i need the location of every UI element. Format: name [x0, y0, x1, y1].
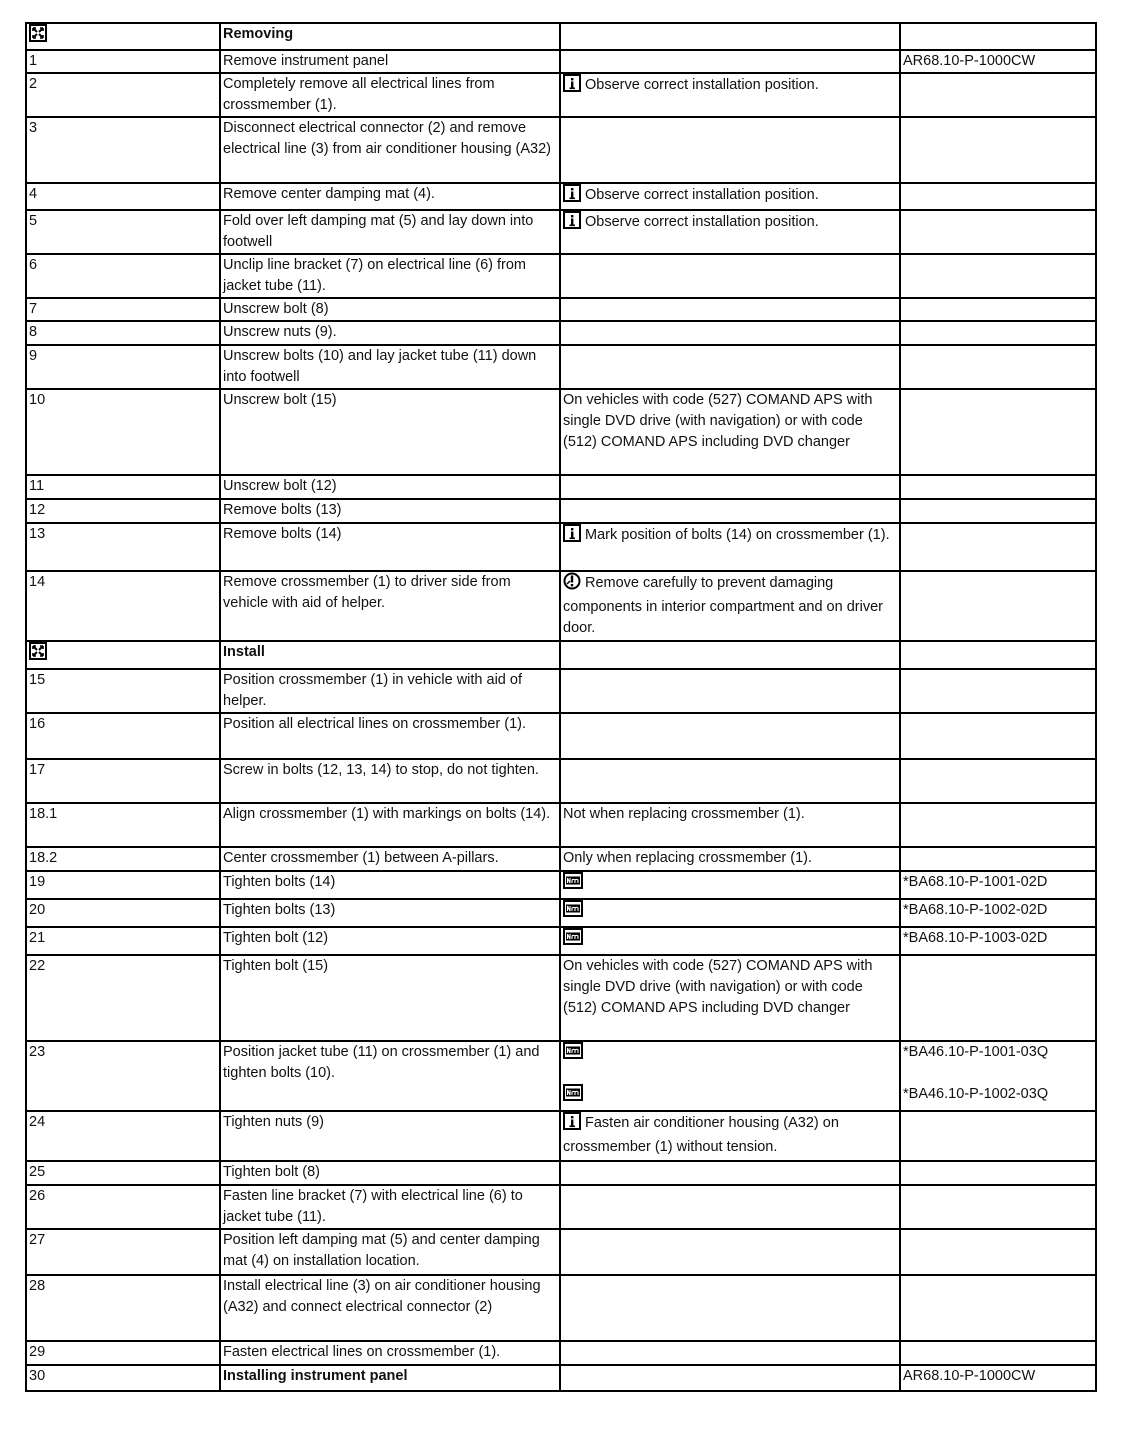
reference-cell [900, 499, 1096, 523]
step-action: Tighten bolt (8) [220, 1161, 560, 1185]
reference-link[interactable]: AR68.10-P-1000CW [903, 53, 1036, 69]
reference-cell [900, 389, 1096, 475]
step-action: Fold over left damping mat (5) and lay down into footwell [220, 210, 560, 254]
step-action: Remove bolts (13) [220, 499, 560, 523]
step-action: Install electrical line (3) on air conditioner housing (A32) and connect electrical connector (2) [220, 1275, 560, 1341]
reference-cell [900, 1161, 1096, 1185]
reference-cell [900, 669, 1096, 713]
note-text: Remove carefully to prevent damaging components in interior compartment and on driver door. [563, 575, 883, 636]
step-action: Fasten line bracket (7) with electrical line (6) to jacket tube (11). [220, 1185, 560, 1229]
step-note [560, 669, 900, 713]
step-number: 9 [26, 345, 220, 389]
table-row [26, 871, 1096, 899]
step-number: 18.2 [26, 847, 220, 871]
reference-cell [900, 523, 1096, 571]
step-number: 30 [26, 1365, 220, 1391]
table-row [26, 1185, 1096, 1229]
step-note [560, 117, 900, 183]
step-action: Installing instrument panel [220, 1365, 560, 1391]
table-row [26, 759, 1096, 803]
reference-cell [900, 955, 1096, 1041]
step-number: 21 [26, 927, 220, 955]
reference-link[interactable]: *BA46.10-P-1001-03Q [903, 1044, 1049, 1060]
note-text: Observe correct installation position. [585, 214, 819, 230]
table-row [26, 73, 1096, 117]
step-note [560, 899, 900, 927]
table-row [26, 713, 1096, 759]
reference-cell [900, 847, 1096, 871]
reference-cell [900, 1341, 1096, 1365]
step-note [560, 254, 900, 298]
note-text: On vehicles with code (527) COMAND APS with single DVD drive (with navigation) or with code (512) COMAND APS including DVD changer [563, 392, 873, 450]
torque-icon [563, 872, 583, 896]
reference-cell [900, 1041, 1096, 1111]
step-action: Remove crossmember (1) to driver side from vehicle with aid of helper. [220, 571, 560, 641]
step-number: 8 [26, 321, 220, 345]
step-action: Unclip line bracket (7) on electrical line (6) from jacket tube (11). [220, 254, 560, 298]
table-row [26, 927, 1096, 955]
step-number: 14 [26, 571, 220, 641]
step-number: 12 [26, 499, 220, 523]
step-action: Remove bolts (14) [220, 523, 560, 571]
reference-link[interactable]: *BA68.10-P-1001-02D [903, 874, 1048, 890]
step-action: Tighten bolt (12) [220, 927, 560, 955]
step-note [560, 713, 900, 759]
note-text: Observe correct installation position. [585, 77, 819, 93]
step-action: Disconnect electrical connector (2) and remove electrical line (3) from air conditioner housing (A32) [220, 117, 560, 183]
reference-cell [900, 571, 1096, 641]
table-row [26, 117, 1096, 183]
step-note [560, 871, 900, 899]
step-number: 29 [26, 1341, 220, 1365]
remove-section-icon [29, 24, 47, 49]
step-number: 22 [26, 955, 220, 1041]
step-action: Completely remove all electrical lines from crossmember (1). [220, 73, 560, 117]
reference-cell [900, 254, 1096, 298]
info-icon [563, 211, 581, 236]
step-action: Align crossmember (1) with markings on bolts (14). [220, 803, 560, 847]
step-action: Position all electrical lines on crossmember (1). [220, 713, 560, 759]
reference-cell [900, 210, 1096, 254]
procedure-document [25, 22, 1097, 1392]
step-note [560, 571, 900, 641]
reference-cell [900, 899, 1096, 927]
table-row [26, 389, 1096, 475]
step-action: Unscrew bolt (12) [220, 475, 560, 499]
table-row [26, 847, 1096, 871]
info-icon [563, 74, 581, 99]
step-number: 26 [26, 1185, 220, 1229]
reference-cell [900, 345, 1096, 389]
step-number: 23 [26, 1041, 220, 1111]
step-note [560, 1041, 900, 1111]
step-number: 7 [26, 298, 220, 321]
step-number: 19 [26, 871, 220, 899]
step-number: 27 [26, 1229, 220, 1275]
step-note [560, 499, 900, 523]
step-number: 2 [26, 73, 220, 117]
step-note [560, 475, 900, 499]
reference-cell [900, 1111, 1096, 1161]
reference-cell [900, 803, 1096, 847]
step-action: Remove center damping mat (4). [220, 183, 560, 210]
step-action: Tighten bolts (13) [220, 899, 560, 927]
step-action: Unscrew nuts (9). [220, 321, 560, 345]
reference-cell [900, 1365, 1096, 1391]
step-action: Position left damping mat (5) and center damping mat (4) on installation location. [220, 1229, 560, 1275]
step-note [560, 50, 900, 73]
step-number: 25 [26, 1161, 220, 1185]
step-note [560, 1185, 900, 1229]
step-number: 18.1 [26, 803, 220, 847]
reference-cell [900, 871, 1096, 899]
step-action: Remove instrument panel [220, 50, 560, 73]
reference-cell [900, 713, 1096, 759]
table-row [26, 803, 1096, 847]
step-note [560, 389, 900, 475]
step-note [560, 210, 900, 254]
table-row [26, 1341, 1096, 1365]
step-note [560, 345, 900, 389]
step-number: 24 [26, 1111, 220, 1161]
section-header-install [26, 641, 1096, 669]
step-action: Tighten bolts (14) [220, 871, 560, 899]
step-note [560, 927, 900, 955]
reference-link[interactable]: *BA68.10-P-1003-02D [903, 930, 1048, 946]
step-note [560, 955, 900, 1041]
step-note [560, 1341, 900, 1365]
table-row [26, 955, 1096, 1041]
torque-icon [563, 928, 583, 952]
step-note [560, 1111, 900, 1161]
torque-icon [563, 900, 583, 924]
reference-cell [900, 183, 1096, 210]
empty-cell [900, 641, 1096, 669]
table-row [26, 210, 1096, 254]
reference-cell [900, 321, 1096, 345]
reference-cell [900, 1229, 1096, 1275]
reference-cell [900, 298, 1096, 321]
step-note [560, 73, 900, 117]
step-note [560, 321, 900, 345]
step-number: 13 [26, 523, 220, 571]
step-number: 10 [26, 389, 220, 475]
empty-cell [900, 23, 1096, 50]
note-text: Observe correct installation position. [585, 187, 819, 203]
table-row [26, 183, 1096, 210]
reference-cell [900, 475, 1096, 499]
table-row [26, 571, 1096, 641]
reference-cell [900, 117, 1096, 183]
table-row [26, 321, 1096, 345]
step-note [560, 523, 900, 571]
info-icon [563, 524, 581, 549]
reference-link[interactable]: AR68.10-P-1000CW [903, 1368, 1036, 1384]
reference-cell [900, 1275, 1096, 1341]
section-icon-cell [26, 641, 220, 669]
info-icon [563, 1112, 581, 1137]
reference-link[interactable]: *BA46.10-P-1002-03Q [903, 1086, 1049, 1102]
table-row [26, 1275, 1096, 1341]
table-row [26, 1111, 1096, 1161]
step-action: Screw in bolts (12, 13, 14) to stop, do not tighten. [220, 759, 560, 803]
section-title: Removing [220, 23, 560, 50]
step-action: Tighten nuts (9) [220, 1111, 560, 1161]
step-action: Position crossmember (1) in vehicle with aid of helper. [220, 669, 560, 713]
info-icon [563, 184, 581, 209]
torque-icon [563, 1042, 583, 1066]
table-row [26, 1041, 1096, 1111]
table-row [26, 345, 1096, 389]
step-number: 11 [26, 475, 220, 499]
table-row [26, 254, 1096, 298]
step-action: Tighten bolt (15) [220, 955, 560, 1041]
reference-cell [900, 1185, 1096, 1229]
table-row [26, 899, 1096, 927]
table-row [26, 1229, 1096, 1275]
caution-icon [563, 572, 581, 597]
step-number: 5 [26, 210, 220, 254]
procedure-table [25, 22, 1097, 1392]
step-number: 4 [26, 183, 220, 210]
table-row [26, 499, 1096, 523]
torque-icon [563, 1084, 583, 1108]
step-number: 1 [26, 50, 220, 73]
table-row [26, 475, 1096, 499]
reference-link[interactable]: *BA68.10-P-1002-02D [903, 902, 1048, 918]
reference-cell [900, 50, 1096, 73]
table-row [26, 1365, 1096, 1391]
note-text: Mark position of bolts (14) on crossmember (1). [585, 527, 890, 543]
note-text: Not when replacing crossmember (1). [563, 806, 805, 822]
step-number: 17 [26, 759, 220, 803]
install-section-icon [29, 642, 47, 667]
section-title: Install [220, 641, 560, 669]
step-action: Center crossmember (1) between A-pillars. [220, 847, 560, 871]
empty-cell [560, 23, 900, 50]
reference-cell [900, 927, 1096, 955]
table-row [26, 669, 1096, 713]
step-number: 20 [26, 899, 220, 927]
step-number: 3 [26, 117, 220, 183]
step-note [560, 183, 900, 210]
step-note [560, 759, 900, 803]
step-number: 6 [26, 254, 220, 298]
step-note [560, 803, 900, 847]
section-icon-cell [26, 23, 220, 50]
step-action: Fasten electrical lines on crossmember (1). [220, 1341, 560, 1365]
step-action: Unscrew bolt (8) [220, 298, 560, 321]
table-row [26, 298, 1096, 321]
step-action: Position jacket tube (11) on crossmember (1) and tighten bolts (10). [220, 1041, 560, 1111]
table-row [26, 50, 1096, 73]
step-note [560, 1229, 900, 1275]
table-row [26, 1161, 1096, 1185]
step-note [560, 298, 900, 321]
step-note [560, 1161, 900, 1185]
reference-cell [900, 759, 1096, 803]
note-text: Fasten air conditioner housing (A32) on crossmember (1) without tension. [563, 1115, 839, 1155]
section-header-removing [26, 23, 1096, 50]
note-text: Only when replacing crossmember (1). [563, 850, 813, 866]
note-text: On vehicles with code (527) COMAND APS with single DVD drive (with navigation) or with code (512) COMAND APS including DVD changer [563, 958, 873, 1016]
step-action: Unscrew bolts (10) and lay jacket tube (11) down into footwell [220, 345, 560, 389]
step-number: 28 [26, 1275, 220, 1341]
step-number: 15 [26, 669, 220, 713]
step-note [560, 847, 900, 871]
step-action: Unscrew bolt (15) [220, 389, 560, 475]
reference-cell [900, 73, 1096, 117]
step-number: 16 [26, 713, 220, 759]
step-note [560, 1365, 900, 1391]
empty-cell [560, 641, 900, 669]
table-row [26, 523, 1096, 571]
step-note [560, 1275, 900, 1341]
